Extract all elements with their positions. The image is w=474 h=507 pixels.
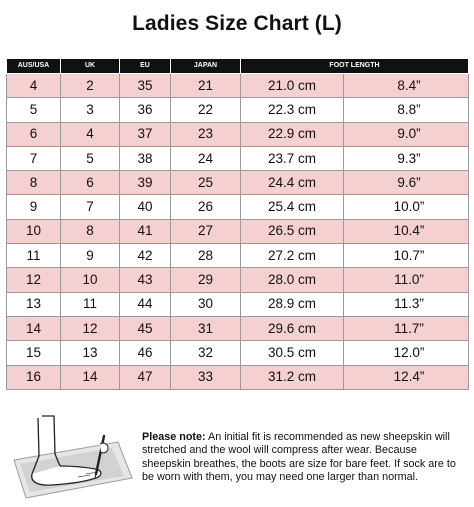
cell-foot-length-inch: 8.8” [344,98,469,122]
cell-foot-length-inch: 10.4” [344,219,469,243]
table-body [7,74,469,390]
cell-aus-usa: 11 [7,244,61,268]
table-row [7,365,469,389]
table-row [7,98,469,122]
cell-aus-usa: 16 [7,365,61,389]
cell-japan: 24 [171,146,241,170]
cell-aus-usa: 4 [7,74,61,98]
cell-japan: 23 [171,122,241,146]
cell-foot-length-inch: 10.7” [344,244,469,268]
cell-aus-usa: 9 [7,195,61,219]
cell-foot-length-inch: 8.4” [344,74,469,98]
cell-uk: 2 [61,74,120,98]
note-text: An initial fit is recommended as new sheepskin will stretched and the wool will compress after wear. Because sheepskin breathes, the boots are size for bare feet. If sock are to be worn with them, you may need one larger than normal. [142,431,456,483]
table-row [7,146,469,170]
cell-uk: 3 [61,98,120,122]
cell-foot-length-cm: 27.2 cm [241,244,344,268]
cell-foot-length-inch: 11.3” [344,292,469,316]
table-row [7,268,469,292]
cell-eu: 42 [120,244,171,268]
note-label: Please note: [142,431,206,443]
cell-uk: 6 [61,171,120,195]
cell-japan: 32 [171,341,241,365]
cell-eu: 41 [120,219,171,243]
cell-eu: 38 [120,146,171,170]
cell-foot-length-cm: 28.9 cm [241,292,344,316]
cell-aus-usa: 14 [7,316,61,340]
cell-foot-length-cm: 22.9 cm [241,122,344,146]
cell-foot-length-inch: 12.0” [344,341,469,365]
cell-foot-length-cm: 30.5 cm [241,341,344,365]
cell-japan: 26 [171,195,241,219]
table-row [7,195,469,219]
header-japan: JAPAN [171,59,241,74]
cell-japan: 31 [171,316,241,340]
cell-eu: 47 [120,365,171,389]
cell-uk: 12 [61,316,120,340]
cell-foot-length-cm: 28.0 cm [241,268,344,292]
table-row [7,219,469,243]
page-title: Ladies Size Chart (L) [132,12,342,35]
table-row [7,171,469,195]
table-header-row [7,59,469,74]
table-row [7,122,469,146]
cell-eu: 37 [120,122,171,146]
table-row [7,341,469,365]
cell-japan: 28 [171,244,241,268]
cell-japan: 21 [171,74,241,98]
table-row [7,74,469,98]
cell-japan: 25 [171,171,241,195]
cell-eu: 36 [120,98,171,122]
cell-foot-length-cm: 26.5 cm [241,219,344,243]
cell-aus-usa: 15 [7,341,61,365]
fitting-note [142,431,468,484]
cell-aus-usa: 10 [7,219,61,243]
cell-foot-length-cm: 24.4 cm [241,171,344,195]
cell-foot-length-inch: 9.0” [344,122,469,146]
foot-measuring-icon [8,414,134,498]
table-row [7,244,469,268]
header-aus-usa: AUS/USA [7,59,61,74]
cell-japan: 22 [171,98,241,122]
cell-eu: 44 [120,292,171,316]
cell-eu: 39 [120,171,171,195]
cell-uk: 9 [61,244,120,268]
cell-eu: 43 [120,268,171,292]
cell-aus-usa: 6 [7,122,61,146]
cell-foot-length-cm: 23.7 cm [241,146,344,170]
cell-uk: 13 [61,341,120,365]
cell-eu: 40 [120,195,171,219]
cell-japan: 29 [171,268,241,292]
cell-aus-usa: 7 [7,146,61,170]
cell-aus-usa: 5 [7,98,61,122]
cell-foot-length-cm: 29.6 cm [241,316,344,340]
size-chart-table [6,58,469,390]
cell-foot-length-inch: 11.7” [344,316,469,340]
cell-uk: 8 [61,219,120,243]
cell-uk: 14 [61,365,120,389]
cell-foot-length-inch: 10.0” [344,195,469,219]
cell-foot-length-inch: 12.4” [344,365,469,389]
cell-foot-length-inch: 11.0” [344,268,469,292]
cell-eu: 35 [120,74,171,98]
cell-eu: 45 [120,316,171,340]
cell-japan: 27 [171,219,241,243]
cell-uk: 5 [61,146,120,170]
table-row [7,292,469,316]
cell-japan: 30 [171,292,241,316]
cell-japan: 33 [171,365,241,389]
cell-foot-length-inch: 9.6” [344,171,469,195]
header-eu: EU [120,59,171,74]
cell-foot-length-cm: 21.0 cm [241,74,344,98]
cell-foot-length-cm: 22.3 cm [241,98,344,122]
header-foot-length: FOOT LENGTH [241,59,469,74]
cell-aus-usa: 8 [7,171,61,195]
cell-foot-length-cm: 31.2 cm [241,365,344,389]
cell-aus-usa: 13 [7,292,61,316]
cell-foot-length-inch: 9.3” [344,146,469,170]
cell-aus-usa: 12 [7,268,61,292]
cell-uk: 7 [61,195,120,219]
table-row [7,316,469,340]
cell-eu: 46 [120,341,171,365]
cell-uk: 11 [61,292,120,316]
cell-uk: 4 [61,122,120,146]
header-uk: UK [61,59,120,74]
cell-uk: 10 [61,268,120,292]
cell-foot-length-cm: 25.4 cm [241,195,344,219]
